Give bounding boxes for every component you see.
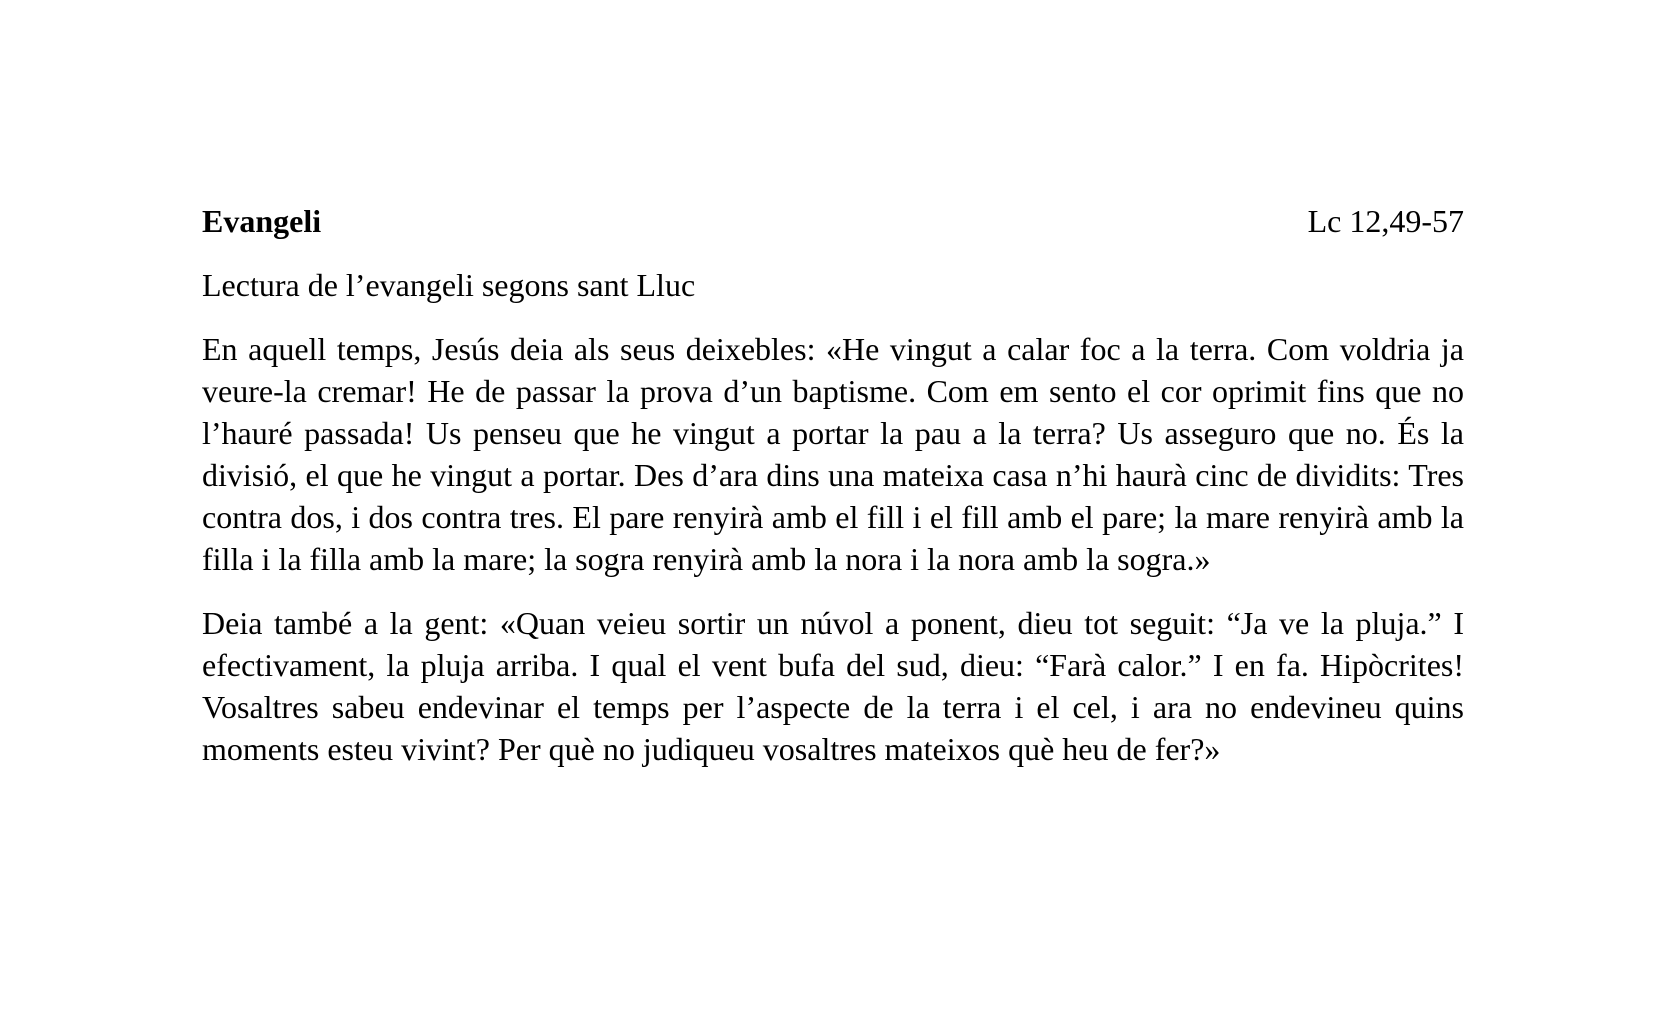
scripture-reference: Lc 12,49-57 [1307,203,1464,239]
reading-intro: Lectura de l’evangeli segons sant Lluc [202,267,696,303]
header-row [202,200,1464,242]
paragraph-2: Deia també a la gent: «Quan veieu sortir un núvol a ponent, dieu tot seguit: “Ja ve la pluja.” I efectivament, la pluja arriba. I qual el vent bufa del sud, dieu: “Farà calor.” I en fa. Hipòcrites! Vosaltres sabeu endevinar el temps per l’aspecte de la terra i el cel, i ara no endevineu quins moments esteu vivint? Per què no judiqueu vosaltres mateixos què heu de fer?» [202,605,1464,767]
paragraph-1: En aquell temps, Jesús deia als seus deixebles: «He vingut a calar foc a la terra. Com voldria ja veure-la cremar! He de passar la prova d’un baptisme. Com em sento el cor oprimit fins que no l’hauré passada! Us penseu que he vingut a portar la pau a la terra? Us asseguro que no. És la divisió, el que he vingut a portar. Des d’ara dins una mateixa casa n’hi haurà cinc de dividits: Tres contra dos, i dos contra tres. El pare renyirà amb el fill i el fill amb el pare; la mare renyirà amb la filla i la filla amb la mare; la sogra renyirà amb la nora i la nora amb la sogra.» [202,331,1464,577]
section-heading: Evangeli [202,203,322,239]
document-page [202,200,1464,792]
